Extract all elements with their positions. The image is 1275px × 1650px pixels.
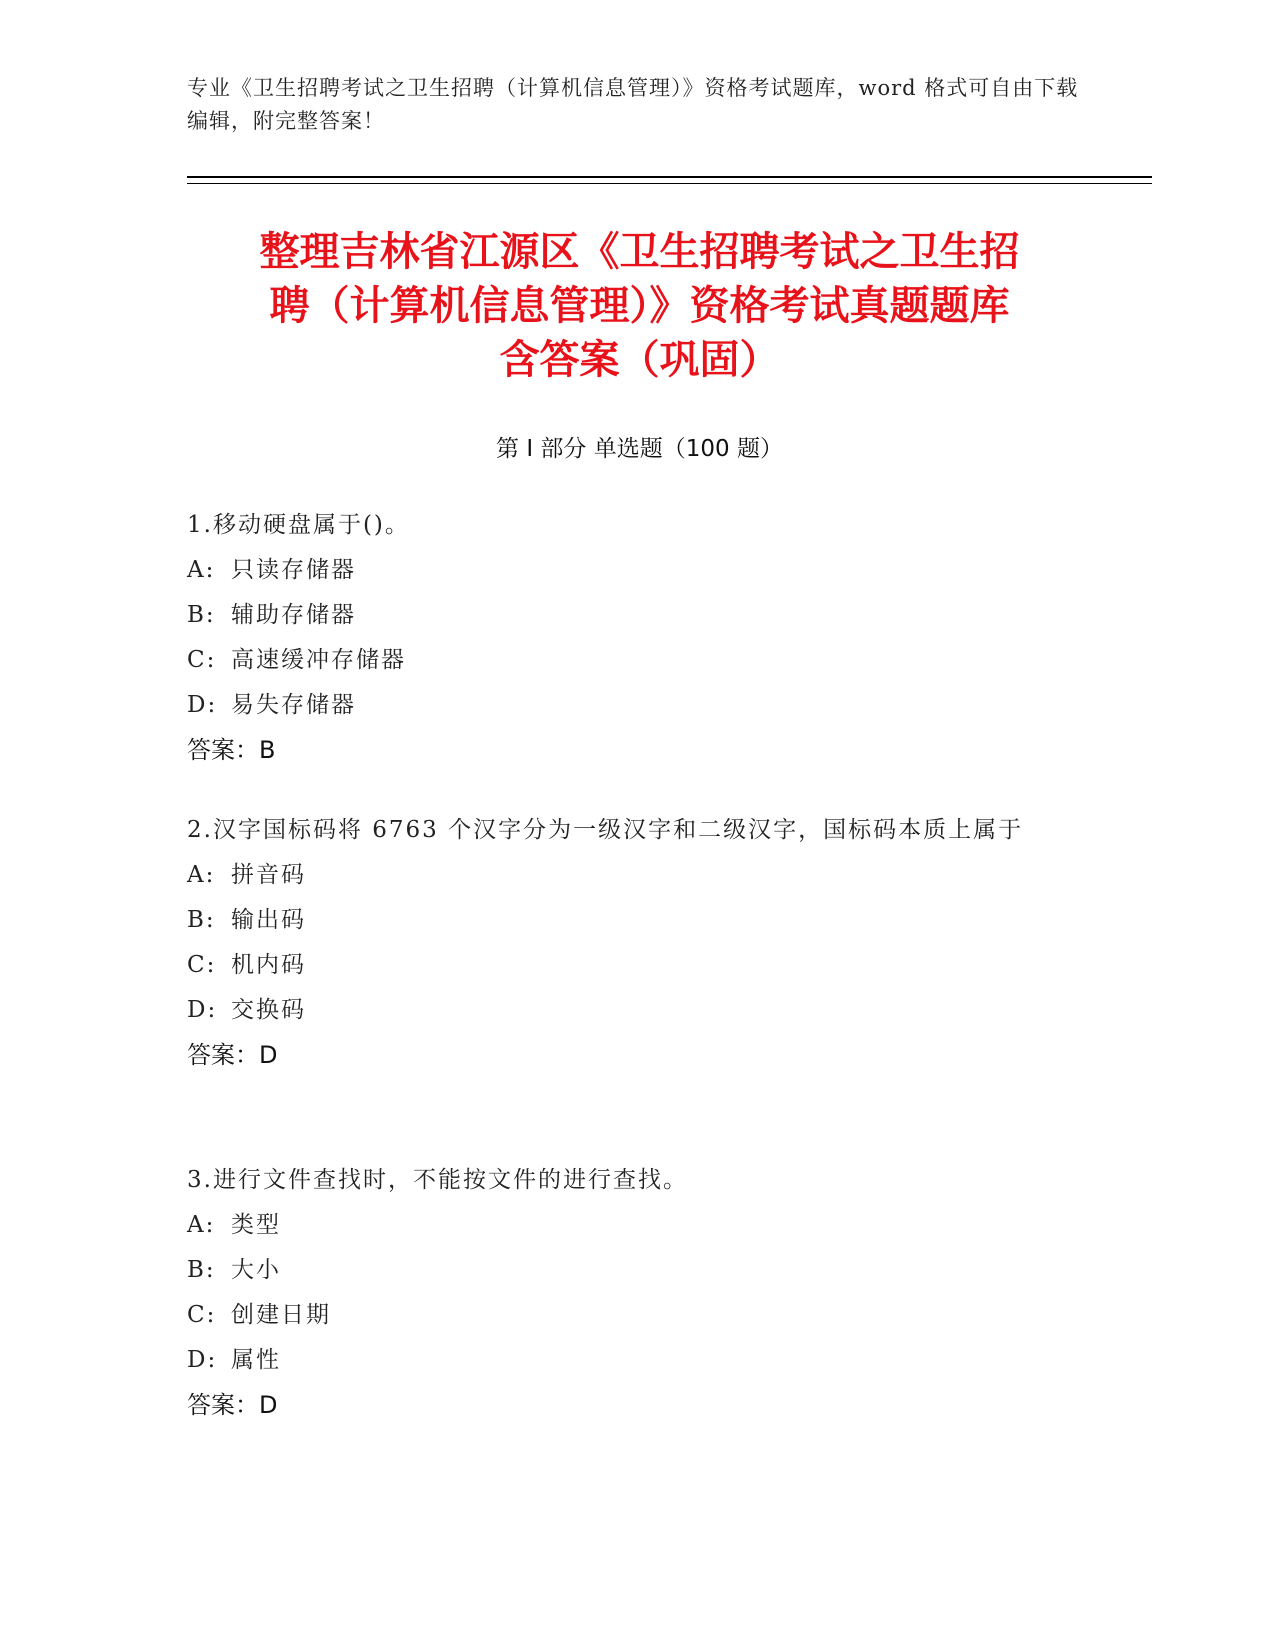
- answer-line: 答案：D: [187, 1391, 278, 1419]
- option-c: [187, 1293, 1087, 1338]
- title-line: 聘（计算机信息管理）》资格考试真题题库: [269, 283, 1010, 329]
- option-letter: B:: [187, 907, 216, 933]
- option-letter: B:: [187, 1257, 216, 1283]
- option-letter: D:: [187, 692, 218, 718]
- option-d: [187, 988, 1087, 1033]
- question-item: [187, 808, 1087, 1078]
- option-text: 创建日期: [231, 1302, 331, 1328]
- option-letter: D:: [187, 1347, 218, 1373]
- option-text: 大小: [231, 1257, 281, 1283]
- option-text: 高速缓冲存储器: [231, 647, 406, 673]
- option-c: [187, 638, 1087, 683]
- option-text: 交换码: [231, 997, 306, 1023]
- option-a: [187, 548, 1087, 593]
- option-d: [187, 1338, 1087, 1383]
- header-divider-thin: [187, 183, 1152, 184]
- option-text: 拼音码: [231, 862, 306, 888]
- header-divider-thick: [187, 176, 1152, 178]
- option-b: [187, 1248, 1087, 1293]
- option-a: [187, 1203, 1087, 1248]
- title-line: 整理吉林省江源区《卫生招聘考试之卫生招: [259, 229, 1020, 275]
- option-text: 输出码: [231, 907, 306, 933]
- option-text: 机内码: [231, 952, 306, 978]
- option-text: 属性: [231, 1347, 281, 1373]
- question-item: [187, 503, 1087, 773]
- answer-line: 答案：D: [187, 1041, 278, 1069]
- option-letter: C:: [187, 952, 217, 978]
- title-line: 含答案（巩固）: [499, 337, 780, 383]
- question-stem: 1.移动硬盘属于()。: [187, 512, 410, 538]
- option-text: 只读存储器: [231, 557, 356, 583]
- option-letter: C:: [187, 647, 217, 673]
- header-note: 专业《卫生招聘考试之卫生招聘（计算机信息管理）》资格考试题库，word 格式可自由下载编辑，附完整答案！: [187, 76, 1079, 133]
- option-text: 易失存储器: [231, 692, 356, 718]
- option-a: [187, 853, 1087, 898]
- option-letter: B:: [187, 602, 216, 628]
- option-b: [187, 898, 1087, 943]
- option-c: [187, 943, 1087, 988]
- option-letter: A:: [187, 862, 216, 888]
- option-letter: A:: [187, 557, 216, 583]
- question-item: [187, 1158, 1087, 1428]
- question-stem: 2.汉字国标码将 6763 个汉字分为一级汉字和二级汉字，国标码本质上属于: [187, 817, 1024, 843]
- option-letter: A:: [187, 1212, 216, 1238]
- option-letter: C:: [187, 1302, 217, 1328]
- option-letter: D:: [187, 997, 218, 1023]
- option-text: 辅助存储器: [231, 602, 356, 628]
- document-title: [187, 225, 1092, 387]
- option-b: [187, 593, 1087, 638]
- section-heading: 第 I 部分 单选题（100 题）: [496, 436, 783, 462]
- option-d: [187, 683, 1087, 728]
- answer-line: 答案：B: [187, 736, 276, 764]
- question-stem: 3.进行文件查找时，不能按文件的进行查找。: [187, 1167, 688, 1193]
- option-text: 类型: [231, 1212, 281, 1238]
